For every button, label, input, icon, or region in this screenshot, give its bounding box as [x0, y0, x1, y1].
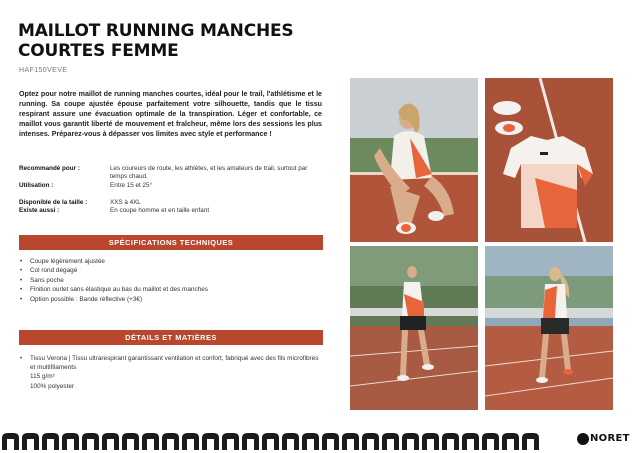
section-header-materials: DÉTAILS ET MATIÈRES [19, 330, 323, 345]
detail-key: Existe aussi : [19, 207, 60, 214]
detail-key: Recommandé pour : [19, 165, 80, 172]
detail-row-usage [19, 182, 324, 190]
materials-fabric: • Tissu Verona | Tissu ultrarespirant garantissant ventilation et confort, fabriqué avec des fils microfibres et multifilaments [19, 354, 324, 372]
list-item: • Coupe légèrement ajustée [19, 257, 324, 266]
materials-weight: 115 g/m² [30, 373, 55, 381]
brand-logo-icon [577, 433, 589, 445]
product-reference: HAF150VEVE [19, 67, 68, 74]
specs-list [19, 257, 324, 304]
detail-row-recommended [19, 165, 324, 181]
list-item: • Col rond dégagé [19, 266, 324, 275]
detail-value: XXS à 4XL [110, 199, 141, 206]
list-item: • Option possible : Bande réflective (+3€) [19, 295, 324, 304]
materials-composition: 100% polyester [30, 382, 75, 390]
photo-athlete-stretching [350, 78, 478, 242]
list-item: • Sans poche [19, 276, 324, 285]
photo-athlete-running-front [350, 246, 478, 410]
detail-key: Disponible de la taille : [19, 199, 88, 206]
brand-name: NORET [590, 433, 630, 444]
detail-key: Utilisation : [19, 182, 54, 189]
materials-block [19, 354, 324, 391]
product-description: Optez pour notre maillot de running manches courtes, idéal pour le trail, l'athlétisme et le running. Sa coupe ajustée épouse parfaitement votre silhouette, tandis que le tissu respirant assure une évacuation optimale de la transpiration. Léger et confortable, ce maillot vous garantit liberté de mouvement et fraîcheur, même lors des sessions les plus intenses. Préparez-vous à dépasser vos limites avec style et performance ! [19, 90, 322, 139]
photo-shirt-flatlay [485, 78, 613, 242]
detail-row-also-exists [19, 207, 324, 215]
list-item: • Finition ourlet sans élastique au bas du maillot et des manches [19, 285, 324, 294]
detail-value: Entre 15 et 25° [110, 182, 153, 189]
photo-athlete-running-back [485, 246, 613, 410]
detail-row-sizes [19, 199, 324, 207]
section-header-specs: SPÉCIFICATIONS TECHNIQUES [19, 235, 323, 250]
detail-value: En coupe homme et en taille enfant [110, 207, 210, 214]
footer-pattern [0, 430, 640, 453]
product-title: MAILLOT RUNNING MANCHES COURTES FEMME [18, 21, 294, 61]
detail-value: Les coureurs de route, les athlètes, et les amateurs de trail, surtout par temps chaud. [110, 165, 308, 180]
